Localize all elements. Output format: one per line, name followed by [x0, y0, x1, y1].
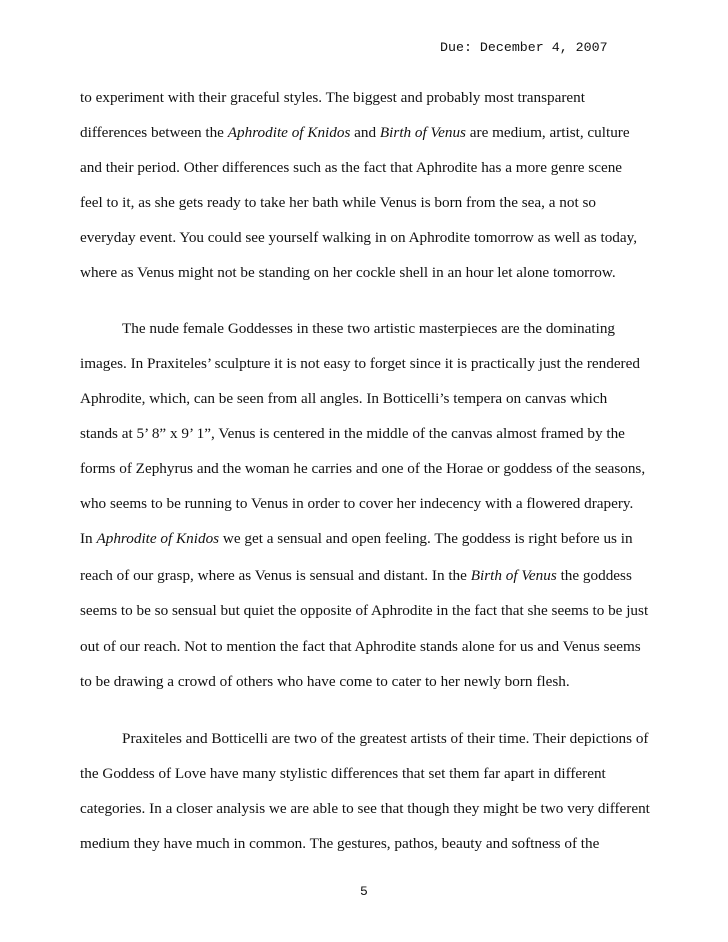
text-line	[80, 264, 616, 282]
due-date-header: Due: December 4, 2007	[440, 40, 608, 55]
text-span: differences between the	[80, 124, 228, 141]
text-line	[80, 159, 622, 177]
text-span: images. In Praxiteles’ sculpture it is not easy to forget since it is practically just the rendered	[80, 355, 640, 372]
text-line	[80, 355, 640, 373]
text-span: forms of Zephyrus and the woman he carries and one of the Horae or goddess of the seasons,	[80, 460, 646, 477]
text-line	[80, 194, 596, 212]
italic-title: Birth of Venus	[379, 124, 466, 141]
text-line	[80, 229, 637, 247]
text-span: feel to it, as she gets ready to take her bath while Venus is born from the sea, a not so	[80, 194, 596, 211]
text-line	[80, 835, 599, 853]
text-span: and their period. Other differences such as the fact that Aphrodite has a more genre scene	[80, 159, 623, 176]
text-span: Aphrodite, which, can be seen from all angles. In Botticelli’s tempera on canvas which	[80, 390, 608, 407]
text-span: the Goddess of Love have many stylistic differences that set them far apart in different	[80, 765, 606, 782]
italic-title: Birth of Venus	[470, 567, 557, 584]
text-line	[80, 530, 633, 548]
text-span: the goddess	[556, 567, 632, 584]
text-line	[122, 320, 615, 338]
text-line	[80, 673, 570, 691]
text-span: In	[80, 530, 97, 547]
text-span: to be drawing a crowd of others who have come to cater to her newly born flesh.	[80, 673, 570, 690]
italic-title: Aphrodite of Knidos	[227, 124, 351, 141]
text-line	[80, 390, 607, 408]
text-span: to experiment with their graceful styles. The biggest and probably most transparent	[80, 89, 585, 106]
text-span: stands at 5’ 8” x 9’ 1”, Venus is centered in the middle of the canvas almost framed by the	[80, 425, 625, 442]
italic-title: Aphrodite of Knidos	[96, 530, 220, 547]
text-span: are medium, artist, culture	[465, 124, 630, 141]
text-line	[80, 425, 625, 443]
text-span: reach of our grasp, where as Venus is sensual and distant. In the	[80, 567, 471, 584]
text-span: who seems to be running to Venus in order to cover her indecency with a flowered drapery.	[80, 495, 634, 512]
text-line	[80, 495, 633, 513]
text-span: and	[350, 124, 380, 141]
text-line	[80, 638, 641, 656]
text-span: everyday event. You could see yourself walking in on Aphrodite tomorrow as well as today,	[80, 229, 638, 246]
text-line	[80, 89, 585, 107]
text-line	[80, 460, 645, 478]
page-number: 5	[360, 884, 368, 899]
text-line	[80, 602, 648, 620]
text-line	[122, 730, 649, 748]
text-line	[80, 765, 606, 783]
text-span: medium they have much in common. The gestures, pathos, beauty and softness of the	[80, 835, 600, 852]
text-span: we get a sensual and open feeling. The goddess is right before us in	[219, 530, 633, 547]
text-span: where as Venus might not be standing on her cockle shell in an hour let alone tomorrow.	[80, 264, 616, 281]
text-span: out of our reach. Not to mention the fact that Aphrodite stands alone for us and Venus seems	[80, 638, 641, 655]
text-span: categories. In a closer analysis we are able to see that though they might be two very different	[80, 800, 650, 817]
text-line	[80, 124, 630, 142]
text-span: The nude female Goddesses in these two artistic masterpieces are the dominating	[122, 320, 616, 337]
text-line	[80, 567, 632, 585]
text-line	[80, 800, 650, 818]
text-span: Praxiteles and Botticelli are two of the greatest artists of their time. Their depictions of	[122, 730, 649, 747]
text-span: seems to be so sensual but quiet the opposite of Aphrodite in the fact that she seems to be just	[80, 602, 649, 619]
